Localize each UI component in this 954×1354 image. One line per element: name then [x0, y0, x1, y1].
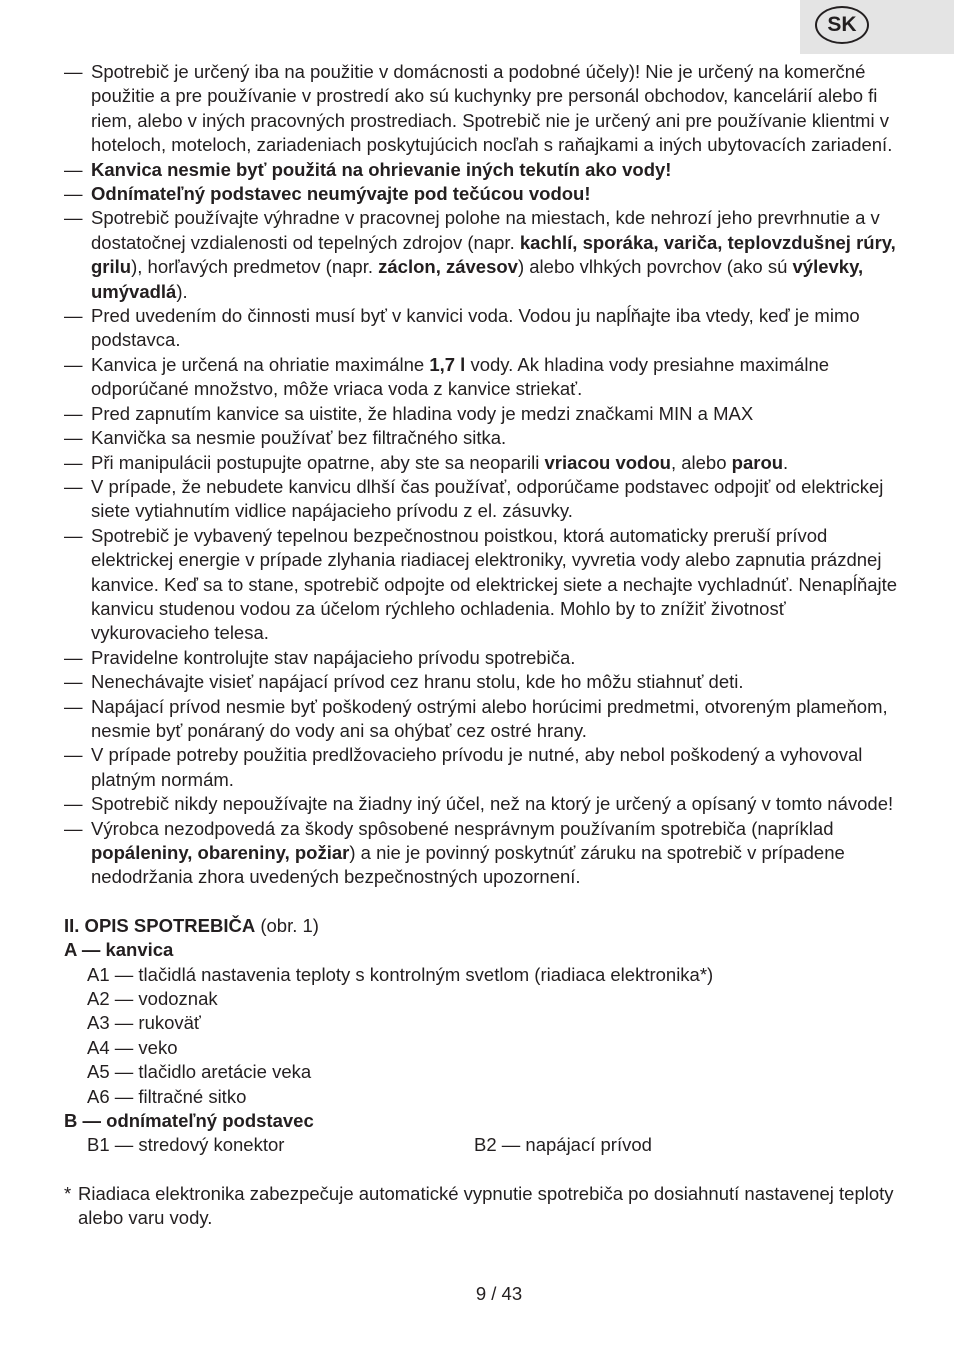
- list-item: [64, 402, 904, 426]
- emphasis-text: parou: [731, 451, 784, 473]
- footnote-marker: *: [64, 1182, 72, 1204]
- list-item-text: ) a nie je povinný poskytnúť záruku na spotrebič v prípadene nedodržania zhora uvedených bezpečnostných upozornení.: [91, 842, 845, 888]
- list-item: [64, 743, 904, 792]
- section-product-description: [64, 914, 904, 1158]
- list-item-text: Výrobca nezodpovedá za škody spôsobené nesprávnym používaním spotrebiča (napríklad: [91, 817, 834, 839]
- part-a-item: A6 — filtračné sitko: [87, 1085, 247, 1107]
- bullet-dash: —: [64, 671, 83, 693]
- list-item-text: , alebo: [670, 451, 732, 473]
- safety-instructions-list: [64, 60, 904, 890]
- emphasis-text: vriacou vodou: [544, 451, 671, 473]
- list-item-text: V prípade, že nebudete kanvicu dlhší čas používať, odporúčame podstavec odpojiť od elektrickej siete vytiahnutím vidlice napájacieho prívodu z el. zásuvky.: [91, 475, 884, 522]
- list-item: [64, 792, 904, 816]
- page-content: [64, 60, 904, 1231]
- list-item-text: ).: [176, 280, 188, 302]
- emphasis-text: záclon, závesov: [378, 256, 518, 278]
- list-item: [64, 426, 904, 450]
- part-a-item: A4 — veko: [87, 1036, 178, 1058]
- list-item: [64, 646, 904, 670]
- bullet-dash: —: [64, 817, 83, 839]
- emphasis-text: kachlí, sporáka, variča, teplovzdušnej rúry, grilu: [91, 231, 896, 278]
- section-title: [64, 914, 904, 938]
- bullet-dash: —: [64, 427, 83, 449]
- bullet-dash: —: [64, 451, 83, 473]
- list-item: [64, 670, 904, 694]
- list-item-text: ), horľavých predmetov (napr.: [131, 256, 379, 278]
- footnote-text: Riadiaca elektronika zabezpečuje automatické vypnutie spotrebiča po dosiahnutí nastavenej teploty alebo varu vody.: [78, 1182, 894, 1229]
- list-item-text: Při manipulácii postupujte opatrne, aby ste sa neoparili: [91, 451, 545, 473]
- bullet-dash: —: [64, 524, 83, 546]
- list-item: [64, 182, 904, 206]
- emphasis-text: výlevky, umývadlá: [91, 256, 864, 302]
- list-item-text: vody. Ak hladina vody presiahne maximálne odporúčané množstvo, môže vriaca voda z kanvice striekať.: [91, 353, 830, 400]
- part-a-item: A3 — rukoväť: [87, 1012, 201, 1034]
- list-item-text: Kanvica je určená na ohriatie maximálne: [91, 353, 430, 375]
- page-number: 9 / 43: [475, 1283, 523, 1304]
- list-item-text: Spotrebič nikdy nepoužívajte na žiadny iný účel, než na ktorý je určený a opísaný v tomto návode!: [91, 793, 894, 815]
- list-item-text: .: [783, 451, 789, 473]
- bullet-dash: —: [64, 207, 83, 229]
- part-b-item-2: B2 — napájací prívod: [474, 1134, 652, 1156]
- part-b-heading: B — odnímateľný podstavec: [64, 1110, 314, 1132]
- part-a-item: A2 — vodoznak: [87, 988, 218, 1010]
- list-item-text: Spotrebič je vybavený tepelnou bezpečnostnou poistkou, ktorá automaticky preruší prívod elektrickej energie v prípade zlyhania riadiacej elektroniky, vyvretia vody alebo zapnutia prázdnej kanvice. Keď sa to stane, spotrebič odpojte od elektrickej siete a nechajte vychladnúť. Nenapĺňajte kanvicu studenou vodou za účelom rýchleho ochladenia. Mohlo by to znížiť životnosť vykurovacieho telesa.: [91, 524, 898, 644]
- list-item: [64, 451, 904, 475]
- bullet-dash: —: [64, 475, 83, 497]
- list-item: [64, 524, 904, 646]
- list-item: [64, 353, 904, 402]
- list-item-text: Spotrebič používajte výhradne v pracovnej polohe na miestach, kde nehrozí jeho prevrhnutie a v dostatočnej vzdialenosti od tepelných zdrojov (napr.: [91, 207, 880, 253]
- list-item-text: Pravidelne kontrolujte stav napájacieho prívodu spotrebiča.: [91, 646, 576, 668]
- list-item-text: Napájací prívod nesmie byť poškodený ostrými alebo horúcimi predmetmi, otvoreným plameňom, nesmie byť ponáraný do vody ani sa ohýbať cez ostré hrany.: [91, 695, 888, 741]
- emphasis-text: 1,7 l: [429, 353, 466, 375]
- bullet-dash: —: [64, 353, 83, 375]
- emphasis-text: Kanvica nesmie byť použitá na ohrievanie iných tekutín ako vody!: [91, 158, 672, 180]
- bullet-dash: —: [64, 183, 83, 205]
- bullet-dash: —: [64, 402, 83, 424]
- list-item: [64, 475, 904, 524]
- bullet-dash: —: [64, 646, 83, 668]
- list-item: [64, 817, 904, 890]
- list-item: [64, 304, 904, 353]
- list-item-text: Nenechávajte visieť napájací prívod cez hranu stolu, kde ho môžu stiahnuť deti.: [91, 671, 744, 693]
- bullet-dash: —: [64, 695, 83, 717]
- list-item: [64, 206, 904, 304]
- list-item: [64, 158, 904, 182]
- section-title-suffix: (obr. 1): [255, 914, 319, 936]
- part-a-heading: A — kanvica: [64, 939, 174, 961]
- footnote: [64, 1182, 904, 1231]
- list-item-text: V prípade potreby použitia predlžovacieho prívodu je nutné, aby nebol poškodený a vyhovoval platným normám.: [91, 744, 863, 790]
- part-a-item: A5 — tlačidlo aretácie veka: [87, 1061, 312, 1083]
- bullet-dash: —: [64, 793, 83, 815]
- part-b-item-1: B1 — stredový konektor: [87, 1134, 285, 1156]
- bullet-dash: —: [64, 158, 83, 180]
- list-item-text: Pred zapnutím kanvice sa uistite, že hladina vody je medzi značkami MIN a MAX: [91, 402, 754, 424]
- bullet-dash: —: [64, 61, 83, 82]
- list-item-text: Kanvička sa nesmie používať bez filtračného sitka.: [91, 427, 507, 449]
- emphasis-text: Odnímateľný podstavec neumývajte pod tečúcou vodou!: [91, 183, 591, 205]
- list-item-text: ) alebo vlhkých povrchov (ako sú: [517, 256, 793, 278]
- part-b-items: [64, 1133, 904, 1157]
- list-item: [64, 60, 904, 158]
- list-item: [64, 695, 904, 744]
- part-a-item: A1 — tlačidlá nastavenia teploty s kontrolným svetlom (riadiaca elektronika*): [87, 963, 714, 985]
- list-item-text: Spotrebič je určený iba na použitie v domácnosti a podobné účely)! Nie je určený na komerčné použitie a pre používanie v prostredí ako sú kuchynky pre personál obchodov, kancelárií alebo fi riem, alebo v iných pracovných prostrediach. Spotrebič nie je určený ani pre používanie klientmi v hoteloch, moteloch, zariadeniach poskytujúcich nocľah s raňajkami a iných ubytovacích zariadení.: [91, 61, 893, 156]
- list-item-text: Pred uvedením do činnosti musí byť v kanvici voda. Vodou ju napĺňajte iba vtedy, keď je mimo podstavca.: [91, 305, 860, 351]
- language-badge: SK: [815, 6, 869, 44]
- bullet-dash: —: [64, 305, 83, 327]
- bullet-dash: —: [64, 744, 83, 766]
- emphasis-text: popáleniny, obareniny, požiar: [91, 842, 350, 863]
- section-title-text: II. OPIS SPOTREBIČA: [64, 914, 256, 936]
